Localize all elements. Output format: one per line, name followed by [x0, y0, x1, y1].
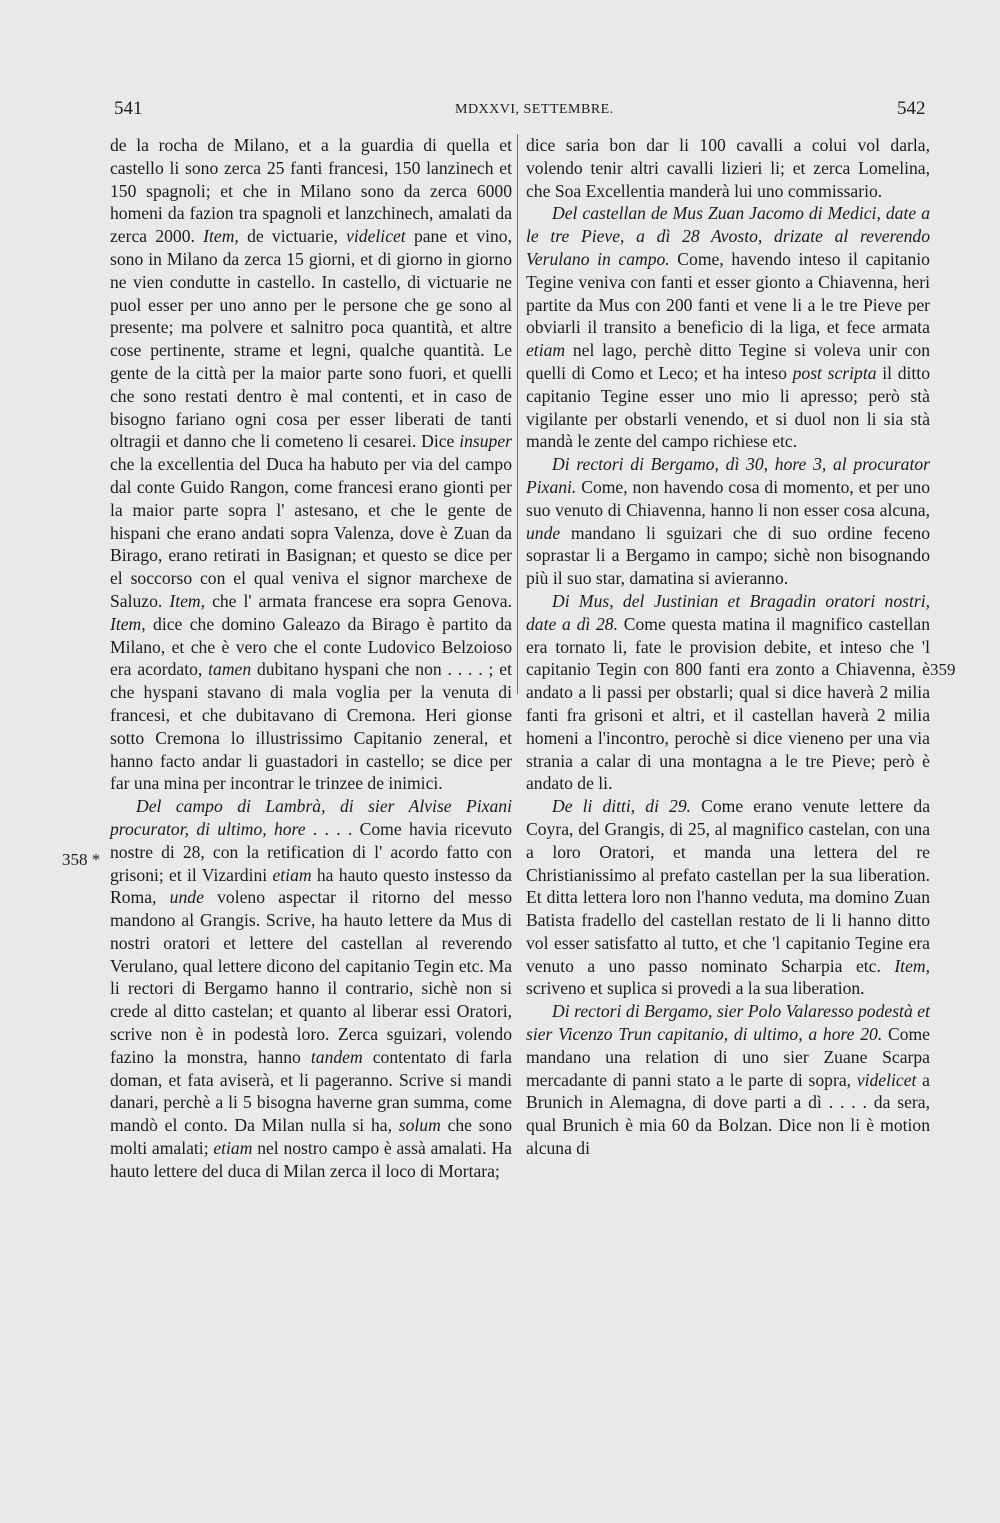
paragraph	[526, 134, 930, 202]
italic-text: insuper	[459, 431, 512, 452]
page-number-right: 542	[897, 98, 926, 119]
text-run: mandano li sguizari che di suo ordine feceno soprastar li a Bergamo in campo; sichè non bisognando più il suo star, damatina si avieranno.	[526, 522, 930, 589]
italic-text: Di rectori di Bergamo, sier Polo Valaresso podestà et sier Vicenzo Trun capitanio, di ultimo, a hore 20.	[526, 1001, 930, 1045]
italic-text: Di rectori di Bergamo, dì 30, hore 3, al procurator Pixani.	[526, 454, 930, 497]
text-run: dice che domino Galeazo da Birago è partito da Milano, et che è vero che el conte Ludovico Belzoioso era acordato,	[110, 613, 512, 680]
text-run: che l' armata francese era sopra Genova.	[205, 590, 512, 611]
text-run: de la rocha de Milano, et a la guardia di quella et castello li sono zerca 25 fanti francesi, 150 lanzinech et 150 spagnoli; et che in Milano sono da zerca 6000 homeni da fazion tra spagnoli et lanzchinech, amalati da zerca 2000.	[110, 135, 512, 247]
paragraph	[526, 795, 930, 1000]
text-run: Come mandano una relation di uno sier Zuane Scarpa mercadante di panni stato a le parte di sopra,	[526, 1024, 930, 1090]
running-header	[0, 98, 1000, 128]
italic-text: tandem	[310, 1046, 363, 1067]
text-run: dubitano hyspani che non . . . . ; et che hyspani stavano di mala voglia per la venuta di francesi, et che dubitavano di Cremona. Heri gionse sotto Cremona lo illustrissimo Capitanio zeneral, et hanno facto andar li guastadori in castello; se dice per far una mina per incontrar le trinzee de inimici.	[110, 659, 512, 794]
text-run: scriveno et suplica si provedi a la sua liberation.	[526, 978, 865, 999]
paragraph	[526, 202, 930, 453]
text-run: Come erano venute lettere da Coyra, del Grangis, di 25, al magnifico castelan, con una a loro Oratori, et manda una lettera del re Christianissimo al prefato castellan per la sua liberation. Et ditta lettera loro non l'hanno veduta, ma domino Zuan Batista fradello del castellan restato de li li hanno ditto vol esser satisfatto al tutto, et che 'l capitanio Tegine era venuto a uno passo nominato Scharpia etc.	[526, 796, 930, 976]
page-number-left: 541	[114, 98, 143, 119]
text-run: . . . . Come havia ricevuto nostre di 28, con la retification di l' acordo fatto con grisoni; et il Vizardini	[110, 818, 513, 885]
right-column	[526, 134, 930, 1160]
text-run: voleno aspectar il ritorno del messo mandono al Grangis. Scrive, ha hauto lettere da Mus di nostri oratori et lettere del castellan al reverendo Verulano, qual lettere dicono del capitanio Tegin etc. Ma li rectori di Bergamo hanno il contrario, sichè non si crede al ditto castelan; et quanto al liberar essi Oratori, scrive non è in podestà loro. Zerca sguizari, volendo fazino la monstra, hanno	[110, 887, 512, 1067]
italic-text: post scripta	[792, 362, 877, 383]
text-run: nel lago, perchè ditto Tegine si voleva unir con quelli di Como et Leco; et ha inteso	[526, 340, 930, 383]
text-run: de victuarie,	[238, 226, 347, 247]
text-run: pane et vino, sono in Milano da zerca 15 giorni, et di giorno in giorno ne vien condutte in castello. In castello, di victuarie ne puol esser per uno anno per le persone che ge sono al presente; ma polvere et salnitro poca quantità, et altre cose pertinente, strame et legni, qualche quantità. Le gente de la città per la maior parte sono fuori, et quelli che sono restati dentro è mal contenti, et in caso de bisogno fariano ogni cosa per esser liberati de tanti oltragii et danno che li cometeno li cesarei. Dice	[110, 226, 513, 452]
italic-text: tamen	[208, 659, 252, 680]
italic-text: solum	[398, 1115, 441, 1136]
italic-text: etiam	[526, 340, 566, 361]
text-run: Come, havendo inteso il capitanio Tegine veniva con fanti et esser gionto a Chiavenna, heri partite da Mus con 200 fanti et vene li a le tre Pieve per obviarli il transito a beneficio di la liga, et fece armata	[526, 248, 930, 338]
text-run: Come, non havendo cosa di momento, et per uno suo venuto di Chiavenna, hanno li non esser cosa alcuna,	[526, 476, 930, 520]
column-divider	[517, 134, 518, 694]
left-column	[110, 134, 512, 1183]
italic-text: unde	[526, 522, 561, 543]
text-run: contentato di farla doman, et fata aviserà, et li pageranno. Scrive si mandi danari, perchè a li 5 bisogna haverne gran summa, come mandò el conto. Da Milan nulla si ha,	[110, 1046, 512, 1136]
italic-text: Del campo di Lambrà, di sier Alvise Pixani procurator, di ultimo, hore	[110, 796, 512, 839]
italic-text: videlicet	[856, 1069, 917, 1090]
text-run: a Brunich in Alemagna, di dove parti a dì . . . . da sera, qual Brunich è mia 60 da Bolzan. Dice non li è motion alcuna di	[526, 1069, 930, 1159]
text-run: il ditto capitanio Tegine esser uno mio li apresso; però stà vigilante per obstarli venendo, et si duol non li sia stà mandà le zente del campo richiese etc.	[526, 362, 930, 452]
paragraph	[526, 1000, 930, 1160]
italic-text: Item,	[169, 590, 206, 611]
italic-text: etiam	[272, 864, 312, 885]
text-run: nel nostro campo è assà amalati. Ha hauto lettere del duca di Milan zerca il loco di Mortara;	[110, 1138, 512, 1181]
paragraph	[110, 795, 512, 1183]
text-run: Come questa matina il magnifico castellan era tornato li, fate le provision debite, et inteso che 'l capitanio Tegin con 800 fanti era zonto a Chiavenna, è andato a li passi per obstarli; qual si dice haverà 2 milia fanti fra grisoni et altri, et il castellan haverà 2 milia homeni a l'incontro, perochè si dice vieneno per una via strania a calar di una montagna a le tre Pieve; però è andato de li.	[526, 613, 930, 794]
italic-text: Del castellan de Mus Zuan Jacomo di Medici, date a le tre Pieve, a dì 28 Avosto, drizate al reverendo Verulano in campo.	[526, 203, 930, 269]
italic-text: De li ditti, di 29.	[552, 796, 692, 817]
italic-text: Di Mus, del Justinian et Bragadin oratori nostri, date a dì 28.	[526, 590, 930, 634]
text-run: che la excellentia del Duca ha habuto per via del campo dal conte Guido Rangon, come francesi erano gionti per la maior parte sopra l' astesano, et che le gente de hispani che erano andati sopra Valenza, dove è Zuan da Birago, erano retirati in Basignan; et questo se dice per el soccorso con el qual veniva el signor marchexe de Saluzo.	[110, 454, 512, 611]
italic-text: unde	[169, 887, 204, 908]
running-title: MDXXVI, SETTEMBRE.	[455, 102, 614, 117]
italic-text: Item,	[203, 226, 239, 247]
paragraph	[526, 453, 930, 590]
text-run: ha hauto questo instesso da Roma,	[110, 864, 512, 908]
text-run: dice saria bon dar li 100 cavalli a colui vol darla, volendo tenir altri cavalli lizieri li; et zerca Lomelina, che Soa Excellentia manderà lui uno commissario.	[526, 135, 930, 201]
margin-note-left: 358 *	[62, 850, 101, 869]
italic-text: etiam	[213, 1138, 253, 1159]
italic-text: Item,	[894, 955, 930, 976]
text-run: che sono molti amalati;	[110, 1115, 513, 1159]
margin-note-right: 359	[930, 660, 956, 679]
italic-text: videlicet	[346, 226, 406, 247]
paragraph	[110, 134, 512, 795]
italic-text: Item,	[110, 613, 146, 634]
paragraph	[526, 590, 930, 795]
